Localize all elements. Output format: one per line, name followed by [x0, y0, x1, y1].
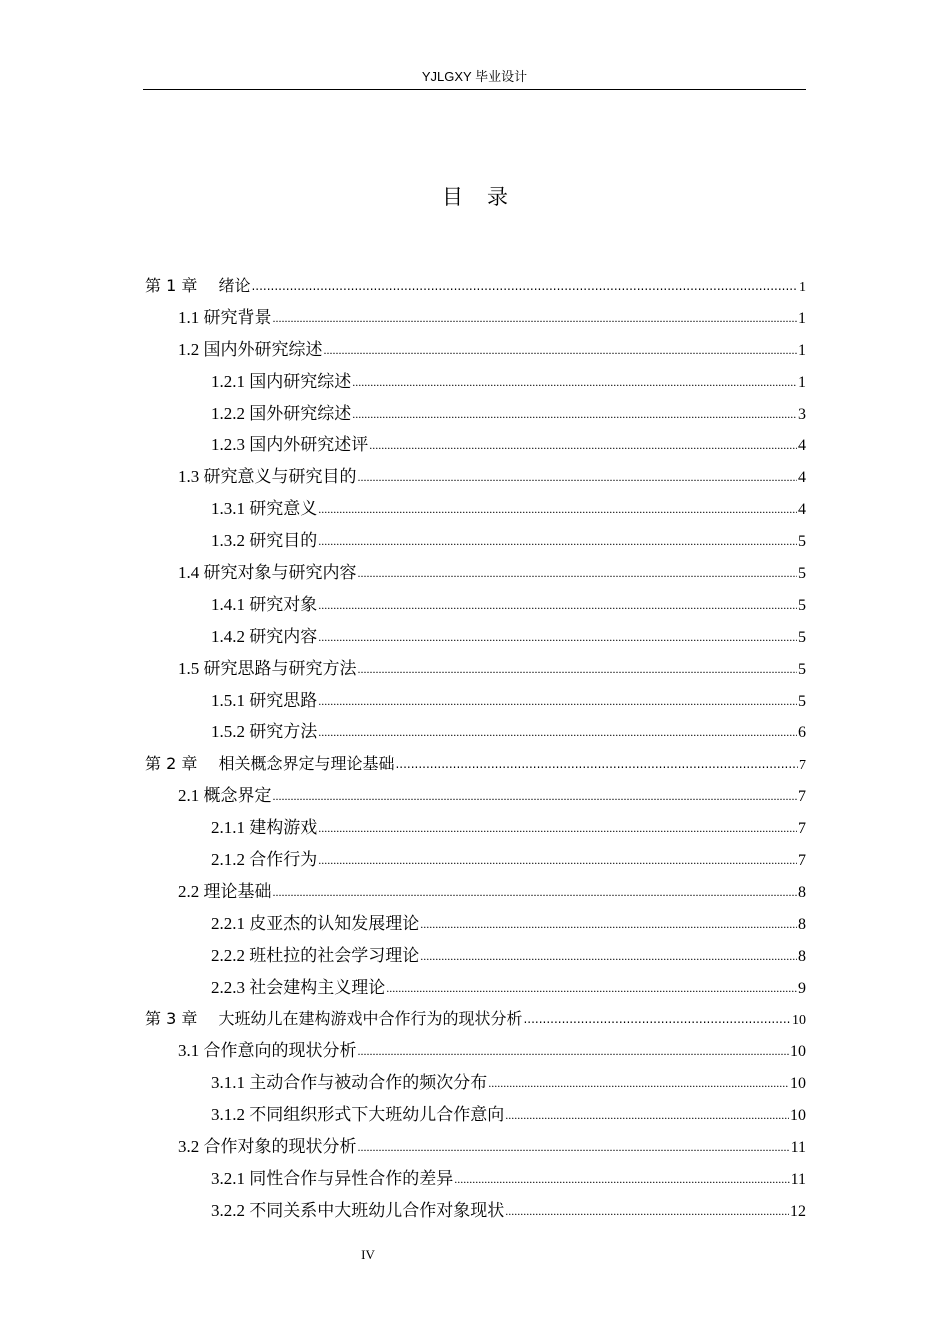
toc-entry[interactable]	[143, 876, 806, 908]
toc-entry-label: 1.3 研究意义与研究目的	[178, 467, 357, 487]
toc-entry-label: 2.2 理论基础	[178, 881, 272, 901]
toc-entry-page: 5	[798, 660, 806, 678]
toc-entry-page: 5	[798, 692, 806, 710]
toc-dot-leader	[318, 590, 797, 622]
toc-entry-label: 1.3.2 研究目的	[211, 531, 318, 551]
toc-entry[interactable]	[143, 366, 806, 398]
toc-entry-page: 1	[798, 309, 806, 327]
header-rule	[143, 89, 806, 90]
toc-entry-label: 第 1 章 绪论	[145, 276, 251, 295]
toc-entry-label: 1.5.1 研究思路	[211, 690, 318, 710]
toc-entry[interactable]	[143, 716, 806, 748]
toc-dot-leader	[318, 526, 797, 558]
toc-dot-leader	[318, 686, 797, 718]
toc-entry-page: 12	[790, 1202, 806, 1220]
toc-entry[interactable]	[143, 844, 806, 876]
toc-entry-page: 4	[798, 437, 806, 455]
toc-entry-page: 7	[799, 758, 806, 774]
toc-dot-leader	[358, 654, 798, 686]
toc-dot-leader	[454, 1164, 789, 1196]
toc-entry-label: 1.2.1 国内研究综述	[211, 371, 352, 391]
toc-entry-page: 5	[798, 565, 806, 583]
toc-dot-leader	[523, 1004, 791, 1036]
toc-entry-page: 10	[790, 1043, 806, 1061]
toc-entry[interactable]	[143, 653, 806, 685]
toc-entry-label: 2.1.1 建构游戏	[211, 818, 318, 838]
toc-entry-page: 3	[798, 405, 806, 423]
toc-entry-page: 1	[799, 280, 806, 295]
toc-entry-label: 2.2.1 皮亚杰的认知发展理论	[211, 913, 420, 933]
toc-title: 目录	[442, 185, 532, 209]
toc-entry-page: 10	[790, 1107, 806, 1125]
toc-entry[interactable]	[143, 557, 806, 589]
toc-entry[interactable]	[143, 1035, 806, 1067]
toc-entry-label: 3.1 合作意向的现状分析	[178, 1041, 357, 1061]
toc-entry-page: 8	[798, 883, 806, 901]
toc-entry[interactable]	[143, 398, 806, 430]
toc-entry-label: 2.1.2 合作行为	[211, 850, 318, 870]
toc-entry[interactable]	[143, 589, 806, 621]
toc-entry-page: 7	[798, 788, 806, 806]
toc-entry[interactable]	[143, 1099, 806, 1131]
toc-dot-leader	[420, 909, 797, 941]
toc-entry-page: 9	[798, 979, 806, 997]
toc-dot-leader	[420, 941, 797, 973]
toc-dot-leader	[358, 462, 798, 494]
toc-dot-leader	[358, 1036, 790, 1068]
toc-entry[interactable]	[143, 461, 806, 493]
toc-entry[interactable]	[143, 621, 806, 653]
toc-entry[interactable]	[143, 748, 806, 780]
toc-entry-label: 3.2 合作对象的现状分析	[178, 1137, 357, 1157]
toc-entry-label: 2.2.2 班杜拉的社会学习理论	[211, 945, 420, 965]
toc-entry-label: 3.1.2 不同组织形式下大班幼儿合作意向	[211, 1105, 505, 1125]
toc-entry-page: 10	[790, 1075, 806, 1093]
toc-dot-leader	[318, 813, 797, 845]
toc-entry-label: 2.1 概念界定	[178, 786, 272, 806]
toc-entry-page: 1	[798, 373, 806, 391]
toc-entry-page: 5	[798, 628, 806, 646]
toc-entry[interactable]	[143, 270, 806, 302]
toc-dot-leader	[273, 781, 798, 813]
toc-entry-label: 第 3 章 大班幼儿在建构游戏中合作行为的现状分析	[145, 1009, 523, 1029]
toc-entry-page: 8	[798, 915, 806, 933]
toc-entry-page: 10	[792, 1013, 806, 1029]
toc-entry[interactable]	[143, 685, 806, 717]
toc-entry-label: 1.4.2 研究内容	[211, 626, 318, 646]
toc-entry[interactable]	[143, 1195, 806, 1227]
toc-dot-leader	[324, 335, 798, 367]
toc-entry-page: 4	[798, 469, 806, 487]
toc-entry[interactable]	[143, 972, 806, 1004]
toc-dot-leader	[318, 494, 797, 526]
toc-entry[interactable]	[143, 1003, 806, 1035]
toc-entry-label: 3.1.1 主动合作与被动合作的频次分布	[211, 1073, 488, 1093]
toc-entry-page: 8	[798, 947, 806, 965]
toc-entry-label: 3.2.1 同性合作与异性合作的差异	[211, 1168, 454, 1188]
toc-entry[interactable]	[143, 1163, 806, 1195]
toc-entry[interactable]	[143, 302, 806, 334]
toc-dot-leader	[358, 558, 798, 590]
toc-dot-leader	[318, 622, 797, 654]
toc-entry-page: 6	[798, 724, 806, 742]
toc-entry[interactable]	[143, 493, 806, 525]
toc-dot-leader	[505, 1100, 789, 1132]
toc-dot-leader	[395, 749, 798, 781]
toc-dot-leader	[273, 303, 798, 335]
toc-dot-leader	[251, 271, 798, 303]
toc-entry-label: 2.2.3 社会建构主义理论	[211, 977, 386, 997]
toc-entry-label: 1.5 研究思路与研究方法	[178, 658, 357, 678]
toc-entry[interactable]	[143, 812, 806, 844]
table-of-contents	[143, 270, 806, 1227]
toc-entry[interactable]	[143, 525, 806, 557]
toc-entry[interactable]	[143, 334, 806, 366]
toc-dot-leader	[505, 1196, 789, 1228]
toc-entry[interactable]	[143, 1131, 806, 1163]
toc-entry-page: 11	[790, 1170, 806, 1188]
toc-dot-leader	[488, 1068, 789, 1100]
toc-entry-page: 5	[798, 533, 806, 551]
toc-entry[interactable]	[143, 908, 806, 940]
toc-dot-leader	[318, 717, 797, 749]
toc-entry[interactable]	[143, 1067, 806, 1099]
toc-dot-leader	[358, 1132, 790, 1164]
toc-entry-label: 1.4 研究对象与研究内容	[178, 563, 357, 583]
toc-entry[interactable]	[143, 940, 806, 972]
toc-entry-label: 第 2 章 相关概念界定与理论基础	[145, 754, 395, 774]
toc-entry-label: 1.2 国内外研究综述	[178, 339, 323, 359]
toc-entry-label: 1.4.1 研究对象	[211, 594, 318, 614]
toc-entry[interactable]	[143, 429, 806, 461]
toc-dot-leader	[352, 399, 797, 431]
page-header: YJLGXY 毕业设计	[421, 69, 528, 84]
toc-entry-label: 1.3.1 研究意义	[211, 499, 318, 519]
toc-entry-label: 1.1 研究背景	[178, 307, 272, 327]
toc-dot-leader	[318, 845, 797, 877]
toc-dot-leader	[352, 367, 797, 399]
toc-entry-page: 11	[790, 1139, 806, 1157]
toc-dot-leader	[273, 877, 798, 909]
page-number: IV	[361, 1247, 375, 1262]
toc-entry-page: 1	[798, 341, 806, 359]
toc-dot-leader	[386, 973, 797, 1005]
toc-entry-label: 1.5.2 研究方法	[211, 722, 318, 742]
toc-entry-page: 4	[798, 501, 806, 519]
toc-entry-page: 5	[798, 596, 806, 614]
toc-entry-page: 7	[798, 852, 806, 870]
toc-entry-page: 7	[798, 820, 806, 838]
toc-entry[interactable]	[143, 780, 806, 812]
toc-entry-label: 1.2.3 国内外研究述评	[211, 435, 369, 455]
toc-dot-leader	[369, 430, 797, 462]
toc-entry-label: 3.2.2 不同关系中大班幼儿合作对象现状	[211, 1200, 505, 1220]
toc-entry-label: 1.2.2 国外研究综述	[211, 403, 352, 423]
